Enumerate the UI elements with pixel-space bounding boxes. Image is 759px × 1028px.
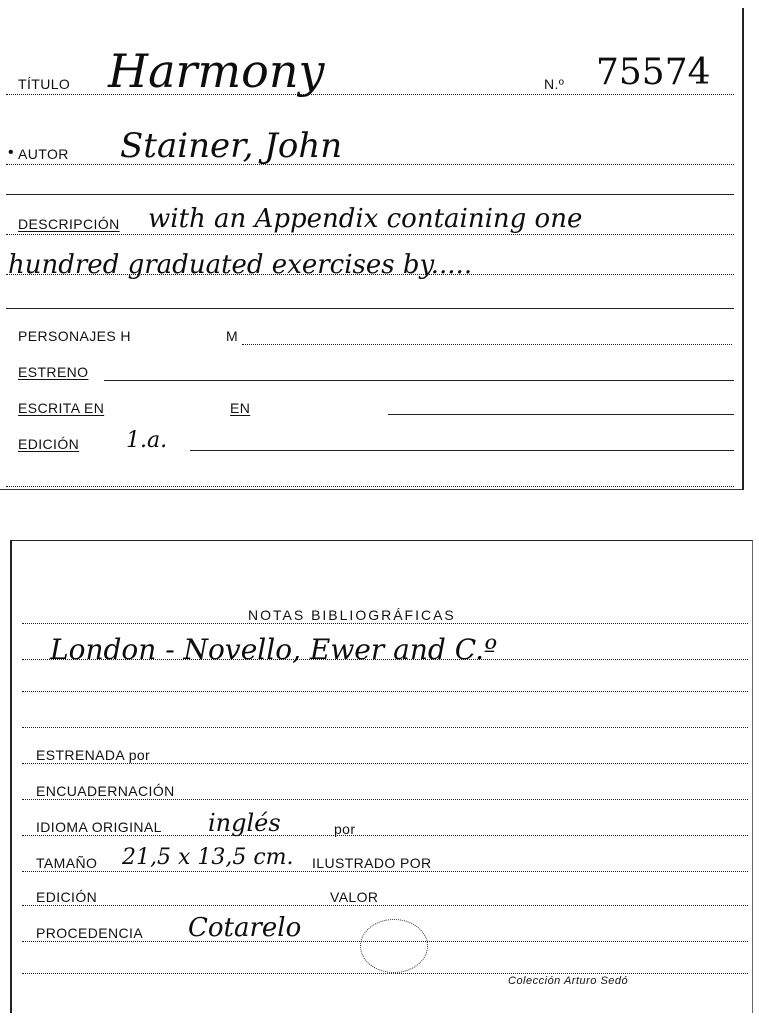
- edicion-rule: [190, 450, 734, 451]
- descripcion-label: DESCRIPCIÓN: [18, 216, 120, 232]
- estrenada-rule: [22, 763, 748, 764]
- descripcion-line1: with an Appendix containing one: [148, 204, 583, 234]
- bullet-dot: •: [8, 144, 14, 161]
- idioma-por-label: por: [334, 821, 356, 837]
- descripcion-rule-1: [6, 234, 734, 235]
- notas-heading: NOTAS BIBLIOGRÁFICAS: [248, 607, 456, 623]
- edicion-value: 1.a.: [126, 428, 168, 453]
- idioma-rule: [22, 835, 748, 836]
- bottom-rule: [22, 973, 748, 974]
- personajes-m-label: M: [226, 328, 239, 344]
- catalog-card-back: [10, 540, 753, 1013]
- catalog-card-front: [0, 8, 744, 490]
- notas-rule-2: [22, 659, 748, 660]
- estreno-rule: [104, 380, 734, 381]
- idioma-label: IDIOMA ORIGINAL: [36, 819, 162, 835]
- escrita-label: ESCRITA EN: [18, 400, 105, 416]
- estrenada-label: ESTRENADA por: [36, 747, 151, 763]
- descripcion-rule-2: [6, 274, 734, 275]
- autor-label: AUTOR: [18, 146, 69, 162]
- faded-stamp: [360, 919, 428, 973]
- numero-value: 75574: [596, 52, 711, 93]
- blank-rule: [6, 194, 734, 195]
- procedencia-label: PROCEDENCIA: [36, 925, 144, 941]
- personajes-label: PERSONAJES H: [18, 328, 131, 344]
- idioma-value: inglés: [208, 809, 281, 837]
- blank-rule: [6, 308, 734, 309]
- bottom-rule: [6, 486, 734, 487]
- valor-label: VALOR: [330, 889, 379, 905]
- titulo-rule: [6, 94, 734, 95]
- personajes-rule: [242, 344, 732, 345]
- encuadernacion-label: ENCUADERNACIÓN: [36, 783, 175, 799]
- titulo-label: TÍTULO: [18, 76, 71, 92]
- notas-rule-3: [22, 691, 748, 692]
- notas-value: London - Novello, Ewer and C.º: [50, 633, 498, 666]
- notas-rule-1: [22, 623, 748, 624]
- estreno-label: ESTRENO: [18, 364, 89, 380]
- procedencia-value: Cotarelo: [188, 913, 302, 943]
- tamano-label: TAMAÑO: [36, 855, 98, 871]
- tamano-value: 21,5 x 13,5 cm.: [122, 845, 294, 870]
- encuadernacion-rule: [22, 799, 748, 800]
- tamano-rule: [22, 871, 748, 872]
- autor-rule: [6, 164, 734, 165]
- escrita-en-label: EN: [230, 400, 251, 416]
- escrita-rule: [388, 414, 734, 415]
- titulo-value: Harmony: [108, 44, 325, 98]
- descripcion-line2: hundred graduated exercises by.....: [8, 250, 473, 280]
- numero-label: N.º: [544, 76, 565, 92]
- ilustrado-label: ILUSTRADO POR: [312, 855, 432, 871]
- autor-value: Stainer, John: [120, 126, 343, 166]
- edicion-label: EDICIÓN: [18, 436, 80, 452]
- edicion-back-rule: [22, 905, 748, 906]
- notas-rule-4: [22, 727, 748, 728]
- coleccion-credit: Colección Arturo Sedó: [508, 975, 629, 987]
- card-edge: [0, 489, 742, 490]
- edicion-back-label: EDICIÓN: [36, 889, 98, 905]
